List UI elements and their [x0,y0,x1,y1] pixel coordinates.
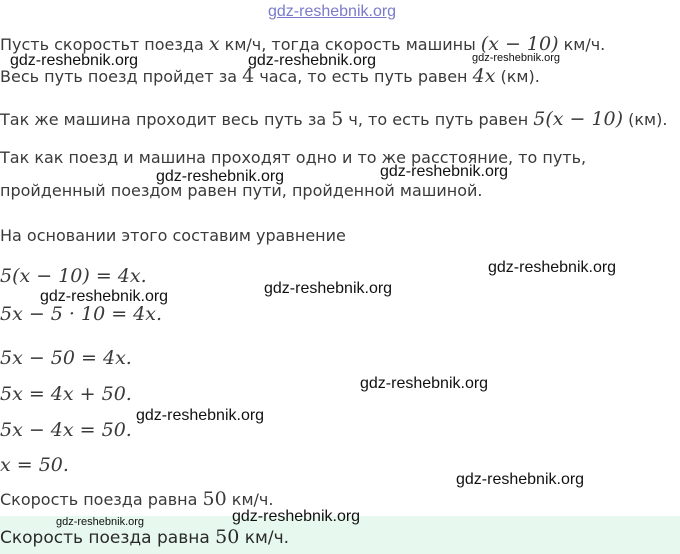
site-watermark-link[interactable]: gdz-reshebnik.org [268,3,397,20]
math-expr: 4x [472,65,496,87]
math-num: 50 [202,488,227,510]
paragraph-equation-intro: На основании этого составим уравнение [0,226,346,245]
equation-line: 5x − 50 = 4x. [0,347,132,369]
text: Так же машина проходит весь путь за [0,110,332,129]
math-expr: 5(x − 10) [533,108,624,130]
text: ч, то есть путь равен [343,110,534,129]
paragraph-equal-distance-1: Так как поезд и машина проходят одно и то же расстояние, то путь, [0,148,587,167]
watermark: gdz-reshebnik.org [10,52,139,69]
equation-line: 5(x − 10) = 4x. [0,265,147,287]
text: Скорость поезда равна [0,490,203,509]
answer-text [0,526,289,548]
equation-line: 5x − 5 · 10 = 4x. [0,303,163,325]
text: (км). [495,67,540,86]
math-num: 5 [331,108,344,130]
watermark: gdz-reshebnik.org [264,280,393,297]
math-num: 4 [242,65,255,87]
text: км/ч. [226,490,274,509]
math-num: 50 [215,526,240,548]
math-expr: (x − 10) [480,33,559,55]
text: км/ч. [239,528,290,548]
watermark: gdz-reshebnik.org [472,52,561,64]
watermark: gdz-reshebnik.org [360,375,489,392]
watermark: gdz-reshebnik.org [380,163,509,180]
equation-line: 5x − 4x = 50. [0,419,132,441]
text: часа, то есть путь равен [254,67,473,86]
watermark: gdz-reshebnik.org [40,288,169,305]
text: Весь путь поезд пройдет за [0,67,243,86]
text: Скорость поезда равна [0,528,216,548]
paragraph-equal-distance-2: пройденный поездом равен пути, пройденной машиной. [0,181,483,200]
equation-line: 5x = 4x + 50. [0,383,132,405]
paragraph-result [0,489,273,510]
watermark: gdz-reshebnik.org [232,508,361,525]
equation-line: x = 50. [0,454,69,476]
watermark: gdz-reshebnik.org [56,516,145,528]
math-x: x [208,33,220,55]
paragraph-car-path [0,109,667,130]
watermark: gdz-reshebnik.org [248,52,377,69]
text: Пусть скоростьт поезда [0,35,209,54]
text: км/ч, тогда скорость машины [219,35,481,54]
watermark: gdz-reshebnik.org [136,407,265,424]
watermark: gdz-reshebnik.org [456,471,585,488]
watermark: gdz-reshebnik.org [488,259,617,276]
watermark: gdz-reshebnik.org [156,168,285,185]
text: (км). [623,110,668,129]
text: км/ч. [558,35,606,54]
